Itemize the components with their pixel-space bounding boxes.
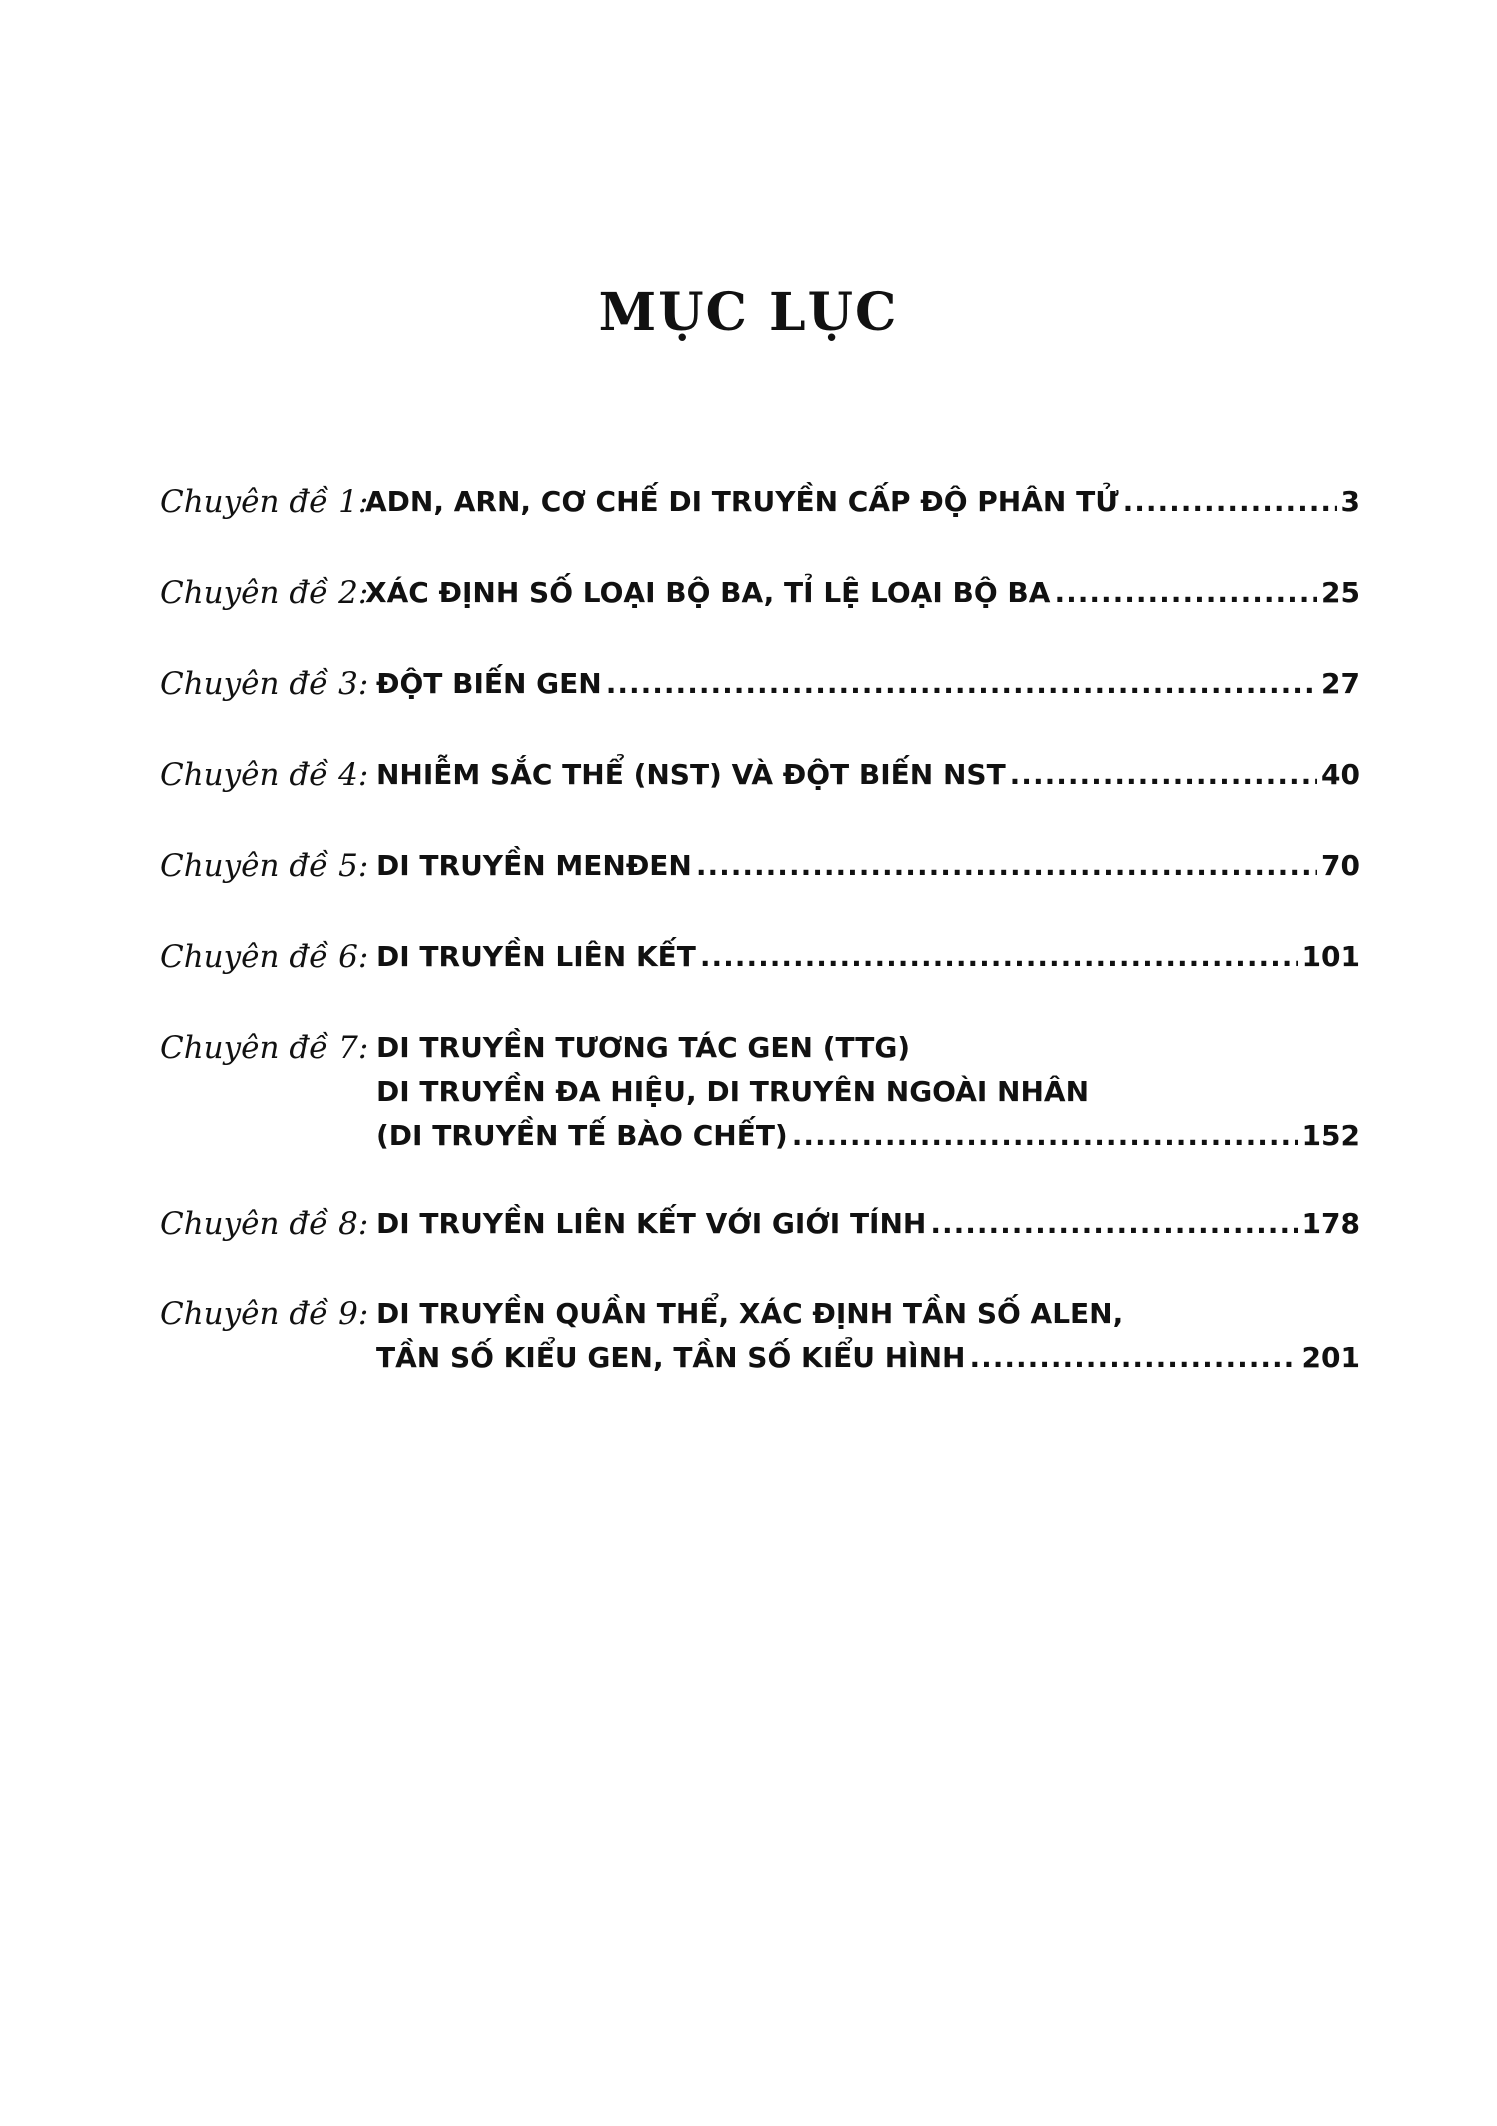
toc-entry-page: 152 [1301,1119,1360,1152]
toc-entry-page: 201 [1301,1341,1360,1374]
toc-entry-line [376,1026,1360,1070]
toc-entry-label: Chuyên đề 4: [160,757,369,793]
toc-entry-label: Chuyên đề 6: [160,939,369,975]
toc-entry-line [376,844,1360,888]
dot-leader [606,662,1317,706]
toc-entry-line [365,480,1360,524]
toc-entry-line [376,662,1360,706]
toc-entry-page: 27 [1321,667,1360,700]
dot-leader [1054,571,1317,615]
toc-entry-page: 70 [1321,849,1360,882]
toc-entry-label: Chuyên đề 3: [160,666,369,702]
toc-entry-label: Chuyên đề 8: [160,1206,369,1242]
toc-entry-title: DI TRUYỀN QUẦN THỂ, XÁC ĐỊNH TẦN SỐ ALEN, [376,1297,1124,1330]
toc-entry-line [376,1336,1360,1380]
toc-entry-title: ADN, ARN, CƠ CHẾ DI TRUYỀN CẤP ĐỘ PHÂN TỬ [365,485,1119,518]
toc-entry-title: TẦN SỐ KIỂU GEN, TẦN SỐ KIỂU HÌNH [376,1341,966,1374]
toc-entry-line [376,1292,1360,1336]
dot-leader [930,1202,1297,1246]
toc-entry-title: NHIỄM SẮC THỂ (NST) VÀ ĐỘT BIẾN NST [376,758,1006,791]
toc-entry-page: 178 [1301,1207,1360,1240]
toc-entry-page: 40 [1321,758,1360,791]
toc-entry-line [376,753,1360,797]
toc-entry-title: DI TRUYỀN ĐA HIỆU, DI TRUYÊN NGOÀI NHÂN [376,1075,1090,1108]
dot-leader [700,935,1298,979]
dot-leader [1010,753,1317,797]
toc-entry-label: Chuyên đề 5: [160,848,369,884]
toc-entry-page: 101 [1301,940,1360,973]
toc-entry-title: DI TRUYỀN LIÊN KẾT [376,940,696,973]
toc-entry-title: ĐỘT BIẾN GEN [376,667,602,700]
toc-entry-label: Chuyên đề 9: [160,1296,369,1332]
toc-entry-title: DI TRUYỀN TƯƠNG TÁC GEN (TTG) [376,1031,911,1064]
dot-leader [969,1336,1297,1380]
toc-entry-page: 3 [1340,485,1360,518]
dot-leader [696,844,1317,888]
dot-leader [1123,480,1337,524]
toc-entry-line [376,1114,1360,1158]
toc-entry-page: 25 [1321,576,1360,609]
toc-entry-line [365,571,1360,615]
page-title: MỤC LỤC [598,282,899,343]
toc-entry-title: XÁC ĐỊNH SỐ LOẠI BỘ BA, TỈ LỆ LOẠI BỘ BA [365,576,1051,609]
toc-entry-title: (DI TRUYỀN TẾ BÀO CHẾT) [376,1119,788,1152]
toc-entry-label: Chuyên đề 1: [160,484,369,520]
toc-entry-line [376,1202,1360,1246]
toc-entry-title: DI TRUYỀN LIÊN KẾT VỚI GIỚI TÍNH [376,1207,927,1240]
toc-entry-line [376,1070,1360,1114]
toc-entry-line [376,935,1360,979]
toc-entry-title: DI TRUYỀN MENĐEN [376,849,692,882]
toc-entry-label: Chuyên đề 2: [160,575,369,611]
toc-entry-label: Chuyên đề 7: [160,1030,369,1066]
dot-leader [792,1114,1298,1158]
